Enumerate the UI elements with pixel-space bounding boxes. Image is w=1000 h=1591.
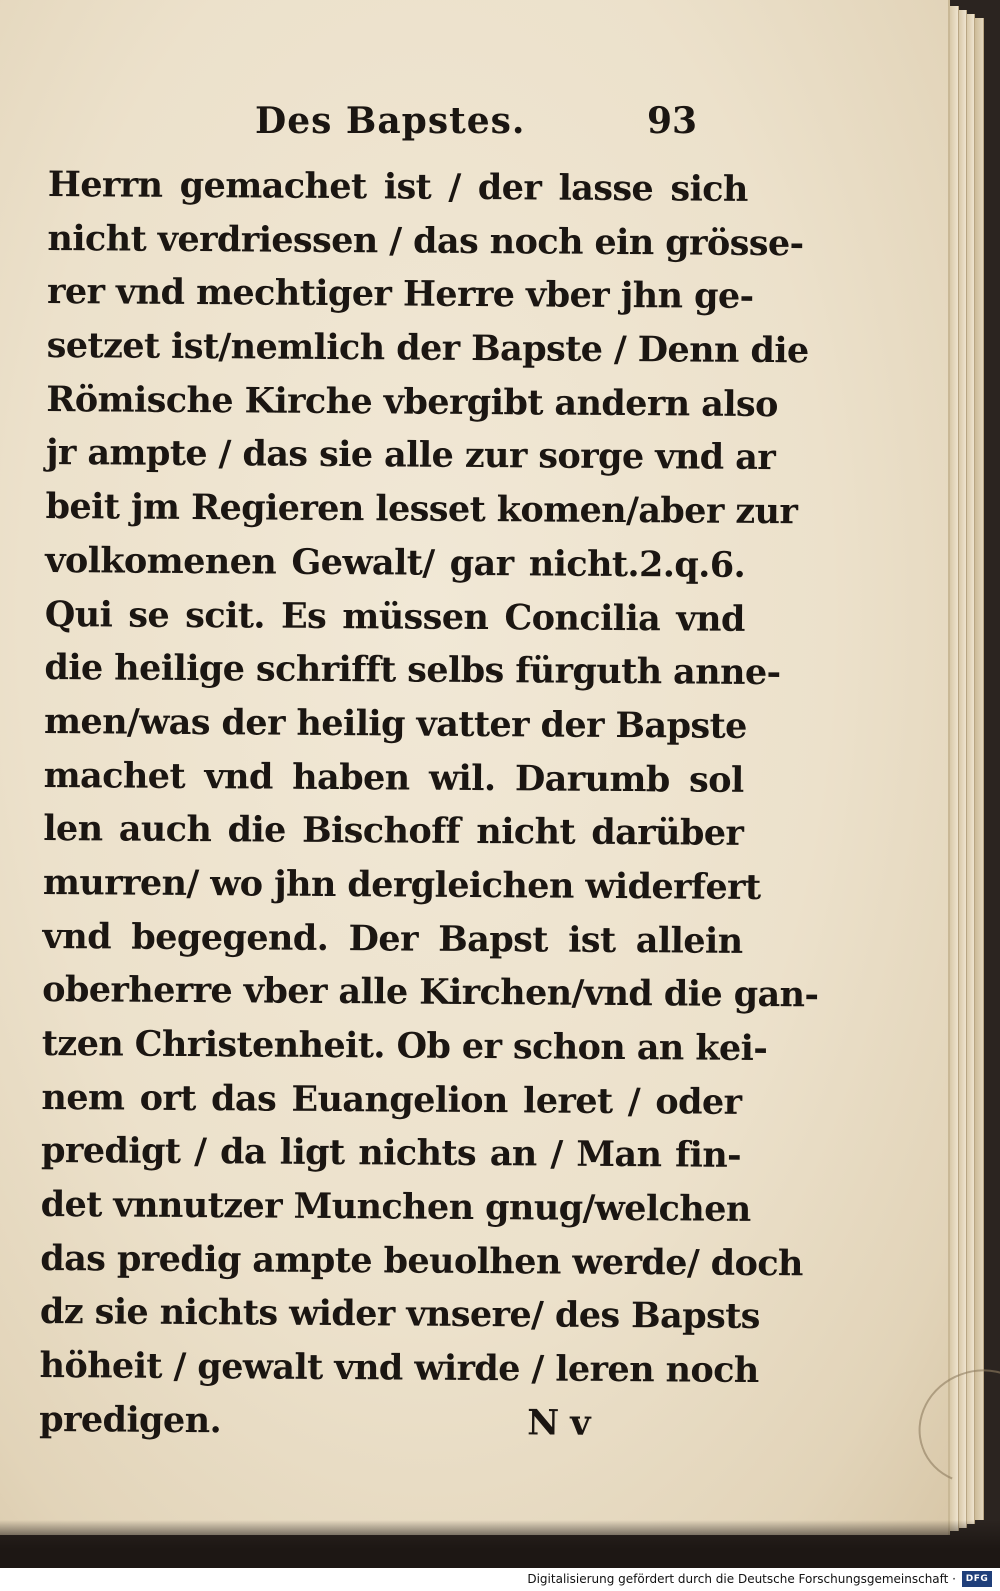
footer-bar bbox=[0, 1568, 1000, 1591]
text-line: Herrn gemachet ist / der lasse sich bbox=[47, 163, 748, 210]
text-line: höheit / gewalt vnd wirde / leren noch bbox=[39, 1345, 759, 1392]
page-header bbox=[255, 100, 705, 150]
text-line: murren/ wo jhn dergleichen widerfert bbox=[42, 861, 761, 908]
text-line: jr ampte / das sie alle zur sorge vnd ar bbox=[45, 432, 776, 479]
page-number: 93 bbox=[647, 100, 698, 142]
text-line: die heilige schrifft selbs fürguth anne- bbox=[44, 647, 781, 694]
text-line: volkomenen Gewalt/ gar nicht.2.q.6. bbox=[45, 539, 746, 586]
body-text bbox=[39, 158, 819, 1451]
text-line: men/was der heilig vatter der Bapste bbox=[43, 700, 747, 747]
scan-shadow bbox=[0, 1520, 1000, 1568]
signature-mark: N v bbox=[527, 1402, 591, 1444]
text-line: das predig ampte beuolhen werde/ doch bbox=[40, 1237, 804, 1285]
text-line: vnd begegend. Der Bapst ist allein bbox=[42, 915, 743, 962]
text-line-last bbox=[39, 1393, 739, 1452]
text-line: det vnnutzer Munchen gnug/welchen bbox=[40, 1184, 751, 1230]
text-line: rer vnd mechtiger Herre vber jhn ge- bbox=[46, 271, 754, 318]
page-edge bbox=[967, 14, 975, 1524]
text-line: len auch die Bischoff nicht darüber bbox=[43, 808, 744, 855]
text-line: setzet ist/nemlich der Bapste / Denn die bbox=[46, 325, 809, 372]
text-line-last-text: predigen. bbox=[39, 1398, 222, 1442]
dfg-logo: DFG bbox=[962, 1571, 992, 1587]
text-line: machet vnd haben wil. Darumb sol bbox=[43, 754, 744, 801]
text-line: dz sie nichts wider vnsere/ des Bapsts bbox=[39, 1291, 760, 1338]
page-edge bbox=[950, 6, 959, 1531]
text-line: beit jm Regieren lesset komen/aber zur bbox=[45, 486, 798, 533]
text-line: nicht verdriessen / das noch ein grösse- bbox=[47, 217, 804, 264]
text-line: Qui se scit. Es müssen Concilia vnd bbox=[44, 593, 745, 640]
page-edge bbox=[975, 18, 984, 1520]
digitization-credit: Digitalisierung gefördert durch die Deutsche Forschungsgemeinschaft · bbox=[527, 1572, 956, 1586]
text-line: predigt / da ligt nichts an / Man fin- bbox=[40, 1130, 742, 1177]
running-head: Des Bapstes. bbox=[255, 100, 526, 142]
page-edge bbox=[959, 10, 967, 1528]
text-line: Römische Kirche vbergibt andern also bbox=[46, 378, 778, 425]
text-line: oberherre vber alle Kirchen/vnd die gan- bbox=[42, 969, 819, 1016]
text-line: nem ort das Euangelion leret / oder bbox=[41, 1076, 742, 1123]
text-line: tzen Christenheit. Ob er schon an kei- bbox=[41, 1022, 768, 1070]
